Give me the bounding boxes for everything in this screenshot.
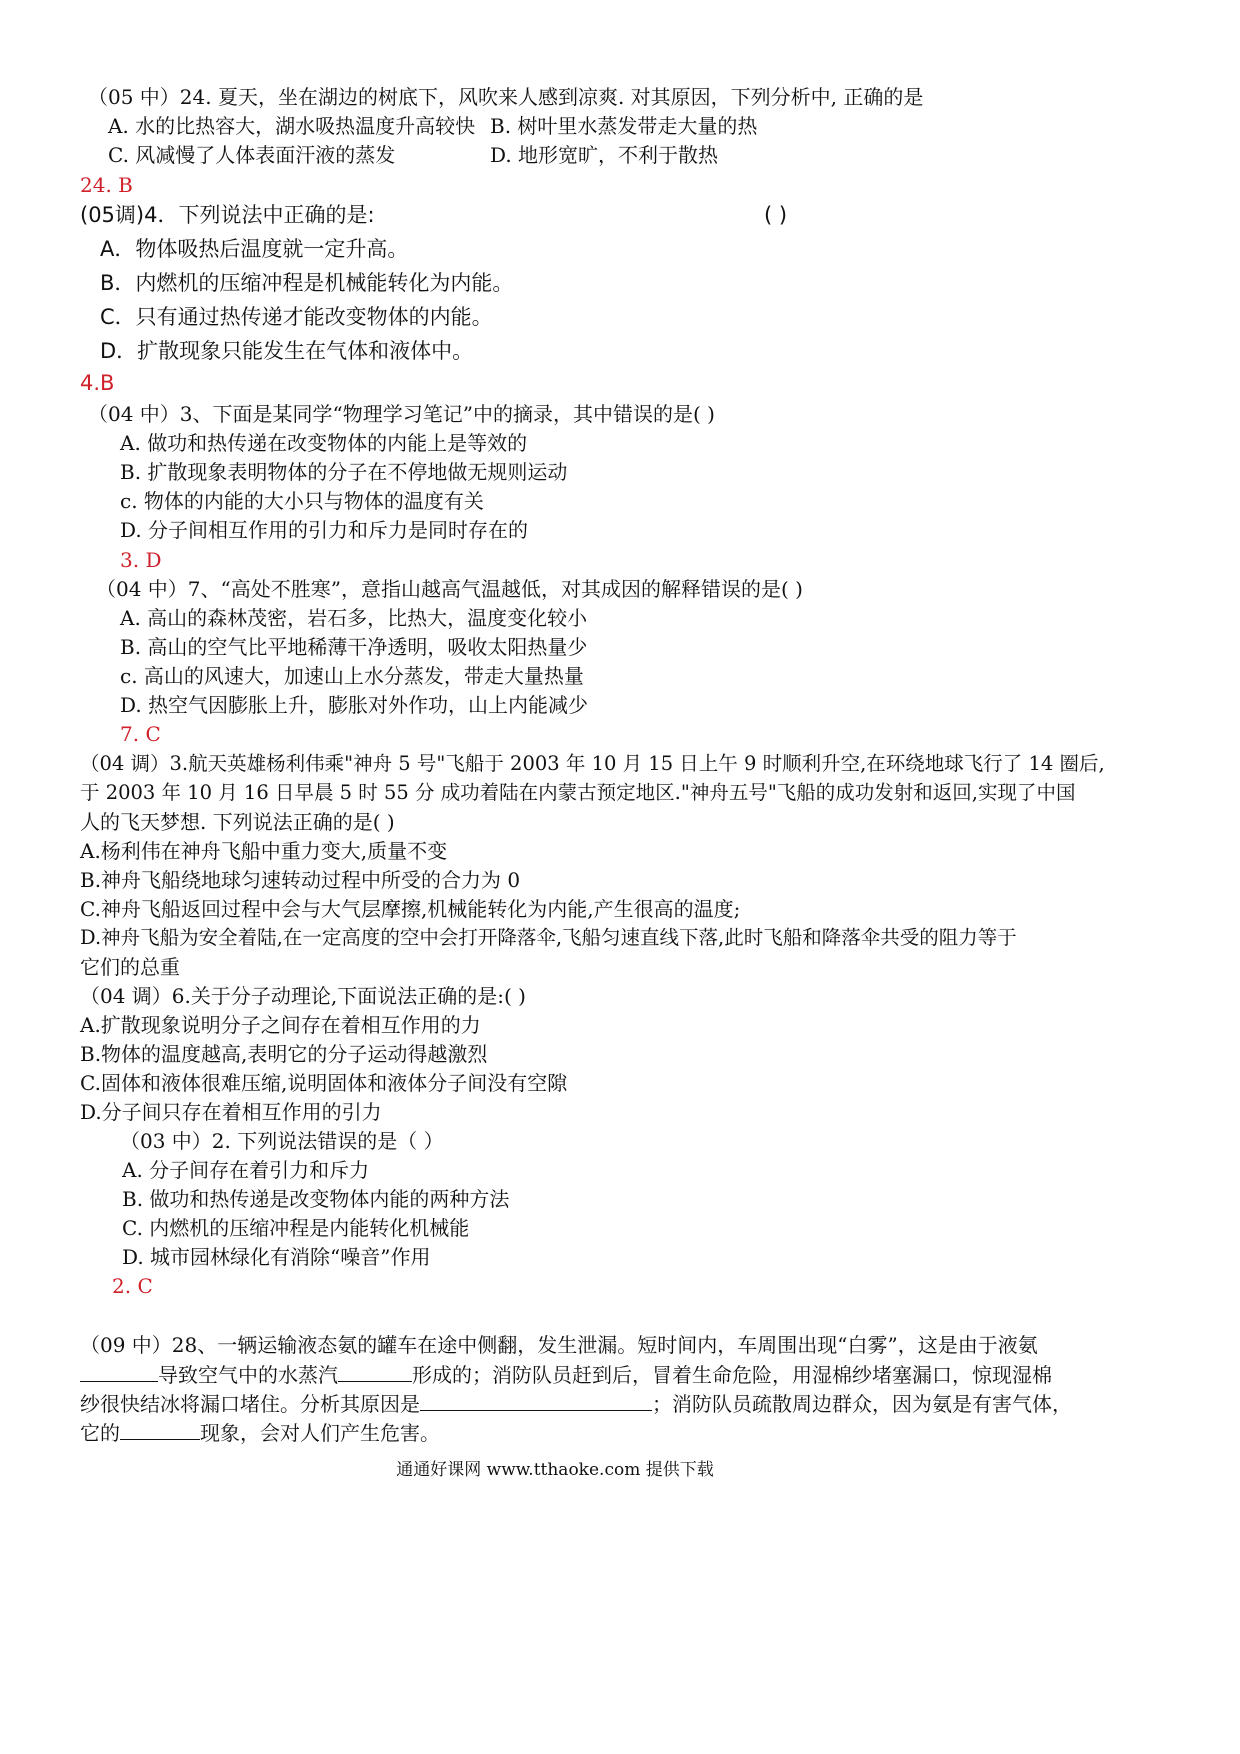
- option-c: C. 内燃机的压缩冲程是内能转化机械能: [122, 1216, 470, 1240]
- fill-text: 现象，会对人们产生危害。: [200, 1421, 440, 1445]
- fill-text: 导致空气中的水蒸汽: [158, 1363, 338, 1387]
- fill-blank: [120, 1419, 200, 1440]
- option-d: D. 热空气因膨胀上升，膨胀对外作功，山上内能减少: [120, 693, 589, 717]
- option-c: c. 高山的风速大，加速山上水分蒸发，带走大量热量: [120, 664, 584, 688]
- answer: 4.B: [80, 371, 115, 395]
- question-stem-line2: 于 2003 年 10 月 16 日早晨 5 时 55 分 成功着陆在内蒙古预定地区."神舟五号"飞船的成功发射和返回,实现了中国: [80, 781, 1076, 804]
- option-d-line1: D.神舟飞船为安全着陆,在一定高度的空中会打开降落伞,飞船匀速直线下落,此时飞船和降落伞共受的阻力等于: [80, 926, 1017, 949]
- option-b: B. 树叶里水蒸发带走大量的热: [490, 114, 758, 138]
- fill-blank: [420, 1390, 652, 1411]
- option-b: B．内燃机的压缩冲程是机械能转化为内能。: [100, 271, 514, 295]
- fill-question-line3: [80, 1390, 1072, 1418]
- option-c: C.神舟飞船返回过程中会与大气层摩擦,机械能转化为内能,产生很高的温度;: [80, 897, 741, 921]
- question-stem: (05调)4．下列说法中正确的是:: [80, 203, 375, 227]
- option-a: A.扩散现象说明分子之间存在着相互作用的力: [80, 1013, 481, 1037]
- option-a: A．物体吸热后温度就一定升高。: [100, 237, 409, 261]
- question-stem: （04 中）7、“高处不胜寒”，意指山越高气温越低，对其成因的解释错误的是( ): [96, 577, 803, 601]
- question-stem: （04 调）6.关于分子动理论,下面说法正确的是:( ): [80, 984, 526, 1008]
- option-a: A.杨利伟在神舟飞船中重力变大,质量不变: [80, 839, 448, 863]
- option-d: D.分子间只存在着相互作用的引力: [80, 1100, 382, 1124]
- question-stem: （05 中）24. 夏天，坐在湖边的树底下，风吹来人感到凉爽. 对其原因，下列分析中, 正确的是: [88, 85, 924, 109]
- fill-text: 纱很快结冰将漏口堵住。分析其原因是: [80, 1392, 420, 1416]
- option-a: A. 做功和热传递在改变物体的内能上是等效的: [120, 431, 528, 455]
- option-a: A. 水的比热容大，湖水吸热温度升高较快: [108, 114, 476, 138]
- option-b: B. 高山的空气比平地稀薄干净透明，吸收太阳热量少: [120, 635, 588, 659]
- fill-text: 它的: [80, 1421, 120, 1445]
- option-c: C.固体和液体很难压缩,说明固体和液体分子间没有空隙: [80, 1071, 568, 1095]
- question-stem-line1: （04 调）3.航天英雄杨利伟乘"神舟 5 号"飞船于 2003 年 10 月 15 日上午 9 时顺利升空,在环绕地球飞行了 14 圈后,: [80, 752, 1105, 775]
- option-b: B.物体的温度越高,表明它的分子运动得越激烈: [80, 1042, 488, 1066]
- question-stem: （03 中）2. 下列说法错误的是（ ）: [120, 1129, 444, 1153]
- question-stem: （04 中）3、下面是某同学“物理学习笔记”中的摘录，其中错误的是( ): [88, 402, 715, 426]
- option-b: B.神舟飞船绕地球匀速转动过程中所受的合力为 0: [80, 868, 521, 892]
- answer: 3. D: [120, 548, 162, 572]
- fill-question-line1: （09 中）28、一辆运输液态氨的罐车在途中侧翻，发生泄漏。短时间内，车周围出现“白雾”，这是由于液氨: [80, 1333, 1038, 1357]
- page-footer: 通通好课网 www.tthaoke.com 提供下载: [396, 1460, 714, 1480]
- fill-blank: [338, 1361, 412, 1382]
- answer: 2. C: [112, 1274, 153, 1298]
- question-stem-line3: 人的飞天梦想. 下列说法正确的是( ): [80, 810, 395, 834]
- answer: 7. C: [120, 722, 161, 746]
- option-a: A. 分子间存在着引力和斥力: [122, 1158, 370, 1182]
- option-b: B. 扩散现象表明物体的分子在不停地做无规则运动: [120, 460, 568, 484]
- option-c: C. 风减慢了人体表面汗液的蒸发: [108, 143, 396, 167]
- fill-text: 形成的；消防队员赶到后，冒着生命危险，用湿棉纱堵塞漏口，惊现湿棉: [412, 1363, 1052, 1387]
- option-d: D．扩散现象只能发生在气体和液体中。: [100, 339, 474, 363]
- fill-blank: [80, 1361, 158, 1382]
- option-d-line2: 它们的总重: [80, 955, 180, 979]
- fill-question-line2: [80, 1361, 1052, 1389]
- option-a: A. 高山的森林茂密，岩石多，比热大，温度变化较小: [120, 606, 588, 630]
- option-c: C．只有通过热传递才能改变物体的内能。: [100, 305, 493, 329]
- answer: 24. B: [80, 173, 133, 197]
- fill-text: ；消防队员疏散周边群众，因为氨是有害气体，: [652, 1392, 1072, 1416]
- option-b: B. 做功和热传递是改变物体内能的两种方法: [122, 1187, 510, 1211]
- option-d: D. 城市园林绿化有消除“噪音”作用: [122, 1245, 431, 1269]
- answer-parenthesis: ( ): [764, 203, 788, 227]
- option-d: D. 地形宽旷，不利于散热: [490, 143, 719, 167]
- option-c: c. 物体的内能的大小只与物体的温度有关: [120, 489, 484, 513]
- fill-question-line4: [80, 1419, 440, 1447]
- option-d: D. 分子间相互作用的引力和斥力是同时存在的: [120, 518, 529, 542]
